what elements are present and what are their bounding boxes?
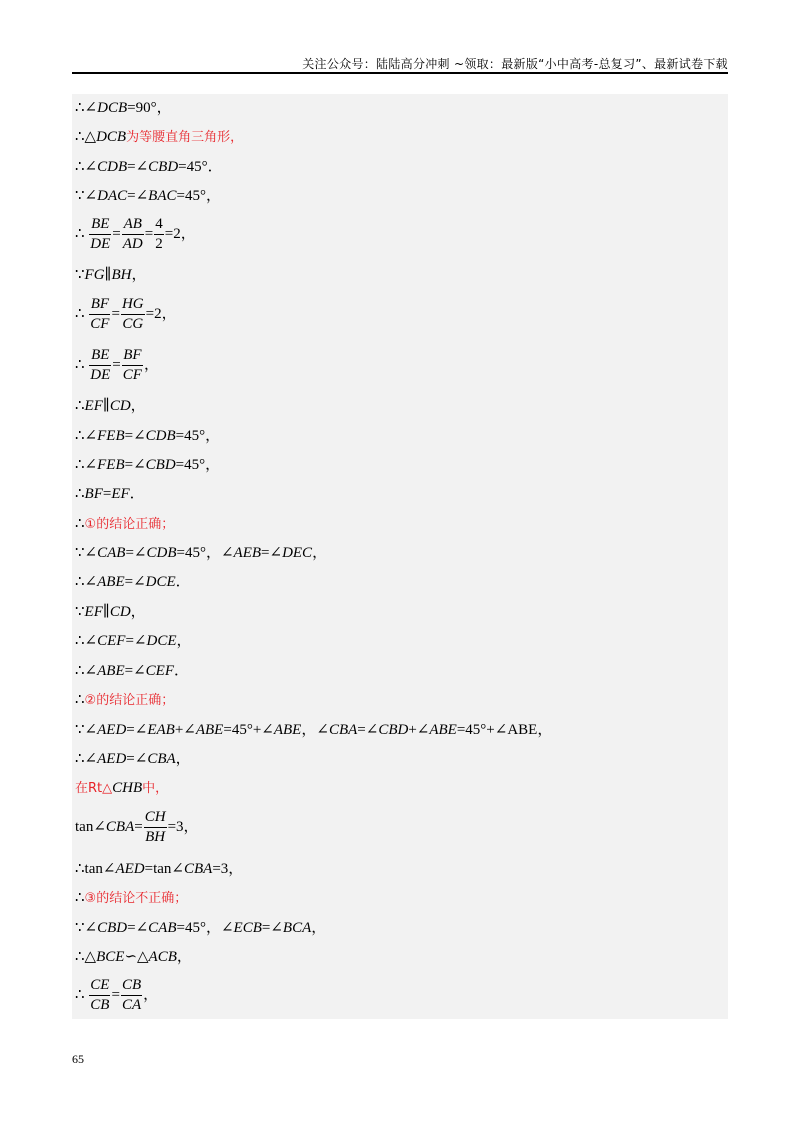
- math-line: ∴EF∥CD，: [75, 398, 146, 414]
- fraction: $\frac{4}{2}$: [155, 216, 163, 252]
- math-line: 在Rt△CHB中，: [75, 780, 169, 796]
- fraction: $\frac{CH}{BH}$: [144, 809, 166, 845]
- math-line: ∴∠CDB=∠CBD=45°．: [75, 159, 223, 175]
- fraction: $\frac{BF}{CF}$: [90, 296, 110, 332]
- math-line: ∴∠ABE=∠DCE．: [75, 574, 191, 590]
- fraction: $\frac{BE}{DE}$: [90, 216, 111, 252]
- math-line: ∵EF∥CD，: [75, 604, 146, 620]
- math-line: ∴ $\frac{CE}{CB}$ = $\frac{CB}{CA}$ ，: [75, 977, 159, 1013]
- math-line: ∵∠DAC=∠BAC=45°，: [75, 188, 221, 204]
- math-line: ∴BF=EF．: [75, 486, 145, 502]
- math-line: ∴∠ABE=∠CEF．: [75, 663, 190, 679]
- fraction: $\frac{CB}{CA}$: [121, 977, 142, 1013]
- fraction: $\frac{AB}{AD}$: [122, 216, 143, 252]
- math-line: ∴ $\frac{BE}{DE}$ = $\frac{AB}{AD}$ = $\frac{4}{2}$ =2，: [75, 216, 196, 252]
- math-line: ∵FG∥BH，: [75, 267, 147, 283]
- fraction: $\frac{BF}{CF}$: [122, 347, 142, 383]
- math-line: ∴△BCE∽△ACB，: [75, 949, 192, 965]
- math-line: ∴tan∠AED=tan∠CBA=3，: [75, 861, 244, 877]
- math-line: ∴∠CEF=∠DCE，: [75, 633, 192, 649]
- fraction: $\frac{CE}{CB}$: [90, 977, 110, 1013]
- math-line: ∴②的结论正确；: [75, 692, 175, 708]
- fraction: $\frac{BE}{DE}$: [90, 347, 111, 383]
- math-line: ∴①的结论正确；: [75, 516, 175, 532]
- math-line: ∴∠AED=∠CBA，: [75, 751, 191, 767]
- math-line: ∵∠AED=∠EAB+∠ABE=45°+∠ABE，∠CBA=∠CBD+∠ABE=45°+∠ABE，: [75, 722, 553, 738]
- math-line: ∴③的结论不正确；: [75, 890, 188, 906]
- math-line: ∴∠DCB=90°，: [75, 100, 172, 116]
- header-rule: [72, 72, 728, 74]
- math-line: ∴△DCB为等腰直角三角形，: [75, 129, 244, 145]
- math-line: ∴ $\frac{BE}{DE}$ = $\frac{BF}{CF}$ ，: [75, 347, 159, 383]
- math-line: tan∠CBA= $\frac{CH}{BH}$ =3，: [75, 809, 199, 845]
- math-line: ∵∠CAB=∠CDB=45°，∠AEB=∠DEC，: [75, 545, 328, 561]
- math-line: ∵∠CBD=∠CAB=45°，∠ECB=∠BCA，: [75, 920, 327, 936]
- page-header: 关注公众号：陆陆高分冲刺 ~领取：最新版“小中高考-总复习”、最新试卷下载: [302, 57, 728, 71]
- page-number: 65: [72, 1052, 84, 1066]
- math-line: ∴ $\frac{BF}{CF}$ = $\frac{HG}{CG}$ =2，: [75, 296, 177, 332]
- math-line: ∴∠FEB=∠CBD=45°，: [75, 457, 221, 473]
- fraction: $\frac{HG}{CG}$: [121, 296, 144, 332]
- solution-content: [72, 94, 728, 1019]
- math-line: ∴∠FEB=∠CDB=45°，: [75, 428, 221, 444]
